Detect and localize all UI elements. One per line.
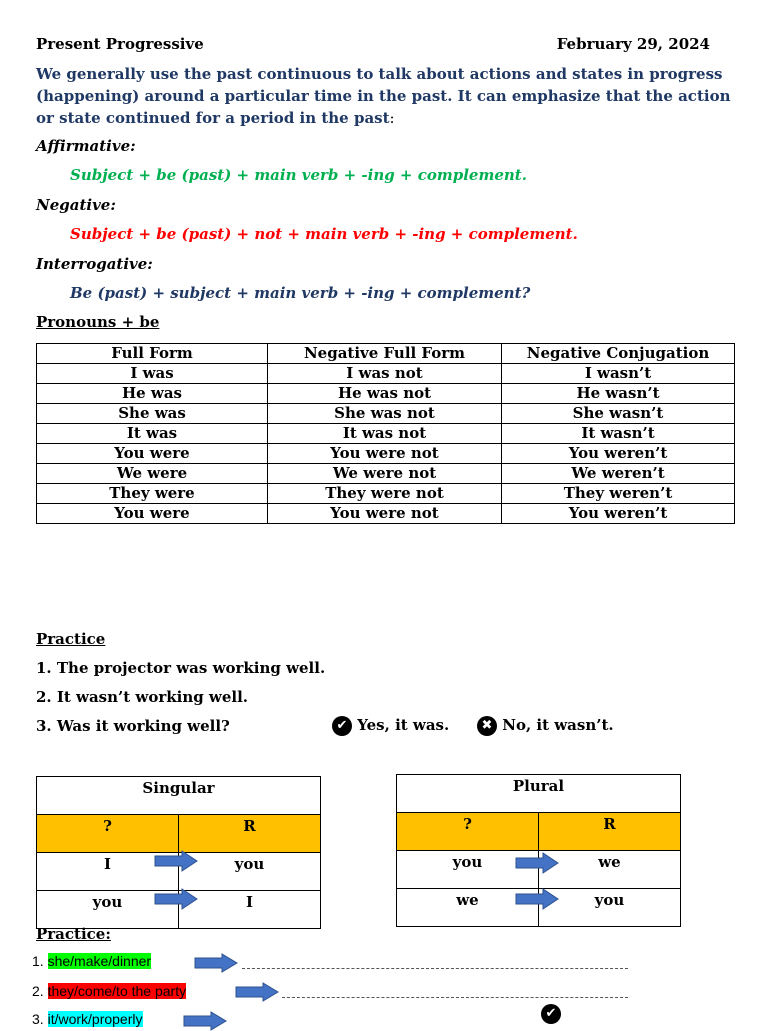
- check-circle-icon: ✔: [332, 716, 352, 736]
- intro-paragraph: [36, 63, 736, 129]
- table-cell: You were: [37, 504, 268, 524]
- table-cell: You were: [37, 444, 268, 464]
- plural-question-cell: we: [397, 889, 539, 927]
- table-cell: They were: [37, 484, 268, 504]
- plural-response-cell: you: [539, 889, 681, 927]
- pronouns-table: [36, 343, 735, 524]
- arrow-right-icon: [154, 850, 198, 872]
- arrow-right-icon: [154, 888, 198, 910]
- singular-title: Singular: [37, 777, 321, 815]
- answer-blank[interactable]: [242, 968, 628, 969]
- table-row: [37, 444, 735, 464]
- table-cell: You were not: [268, 444, 502, 464]
- negative-label: Negative:: [36, 196, 116, 214]
- column-header: Negative Full Form: [268, 344, 502, 364]
- plural-response-cell: we: [539, 851, 681, 889]
- table-cell: I was: [37, 364, 268, 384]
- page-title: Present Progressive: [36, 35, 204, 53]
- practice-heading: Practice: [36, 630, 106, 648]
- table-row: [37, 364, 735, 384]
- table-cell: You weren’t: [502, 504, 735, 524]
- plural-question-cell: you: [397, 851, 539, 889]
- exercise-prompt: it/work/properly: [47, 1011, 143, 1027]
- table-cell: He wasn’t: [502, 384, 735, 404]
- table-cell: We weren’t: [502, 464, 735, 484]
- practice-line-1: 1. The projector was working well.: [36, 659, 326, 677]
- no-answer: [477, 716, 614, 736]
- table-cell: We were not: [268, 464, 502, 484]
- plural-title: Plural: [397, 775, 681, 813]
- table-row: [37, 384, 735, 404]
- pronouns-heading: Pronouns + be: [36, 313, 160, 331]
- practice-line-2: 2. It wasn’t working well.: [36, 688, 249, 706]
- interrogative-formula: Be (past) + subject + main verb + -ing + complement?: [70, 284, 531, 302]
- yes-answer-text: Yes, it was.: [357, 716, 450, 734]
- column-header: Full Form: [37, 344, 268, 364]
- table-cell: He was: [37, 384, 268, 404]
- practice-line-3: 3. Was it working well?: [36, 717, 230, 735]
- plural-response-header: R: [539, 813, 681, 851]
- negative-formula: Subject + be (past) + not + main verb + -ing + complement.: [70, 225, 578, 243]
- table-cell: She wasn’t: [502, 404, 735, 424]
- arrow-right-icon: [515, 888, 559, 910]
- table-row: [37, 404, 735, 424]
- table-cell: It was not: [268, 424, 502, 444]
- exercise-prompt: they/come/to the party: [47, 983, 187, 999]
- table-cell: I wasn’t: [502, 364, 735, 384]
- table-cell: They were not: [268, 484, 502, 504]
- x-circle-icon: ✖: [477, 716, 497, 736]
- singular-question-cell: you: [37, 891, 179, 929]
- intro-colon: :: [389, 109, 395, 127]
- practice2-heading: Practice:: [36, 925, 111, 943]
- exercise-item: [32, 953, 151, 969]
- table-row: [37, 424, 735, 444]
- singular-response-cell: you: [179, 853, 321, 891]
- yes-answer: [332, 716, 449, 736]
- table-cell: She was not: [268, 404, 502, 424]
- table-cell: I was not: [268, 364, 502, 384]
- table-row: [37, 504, 735, 524]
- exercise-number: 2.: [32, 983, 44, 999]
- table-cell: She was: [37, 404, 268, 424]
- table-cell: He was not: [268, 384, 502, 404]
- plural-question-header: ?: [397, 813, 539, 851]
- intro-text: We generally use the past continuous to talk about actions and states in progress (happening) around a particular time in the past. It can emphasize that the action or state continued for a period in the past: [36, 65, 731, 127]
- interrogative-label: Interrogative:: [36, 255, 153, 273]
- table-header-row: [37, 344, 735, 364]
- singular-response-cell: I: [179, 891, 321, 929]
- table-cell: You were not: [268, 504, 502, 524]
- arrow-right-icon: [194, 953, 238, 973]
- table-cell: We were: [37, 464, 268, 484]
- table-row: [37, 484, 735, 504]
- check-circle-icon: ✔: [541, 1004, 561, 1024]
- table-cell: They weren’t: [502, 484, 735, 504]
- arrow-right-icon: [515, 852, 559, 874]
- exercise-item: [32, 1011, 143, 1027]
- exercise-item: [32, 983, 186, 999]
- column-header: Negative Conjugation: [502, 344, 735, 364]
- answer-blank[interactable]: [282, 997, 628, 998]
- affirmative-label: Affirmative:: [36, 137, 136, 155]
- table-cell: It was: [37, 424, 268, 444]
- singular-question-cell: I: [37, 853, 179, 891]
- table-cell: You weren’t: [502, 444, 735, 464]
- table-row: [37, 464, 735, 484]
- arrow-right-icon: [183, 1011, 227, 1031]
- table-cell: It wasn’t: [502, 424, 735, 444]
- exercise-prompt: she/make/dinner: [47, 953, 152, 969]
- exercise-number: 3.: [32, 1011, 44, 1027]
- affirmative-formula: Subject + be (past) + main verb + -ing + complement.: [70, 166, 527, 184]
- exercise-number: 1.: [32, 953, 44, 969]
- no-answer-text: No, it wasn’t.: [502, 716, 614, 734]
- arrow-right-icon: [235, 982, 279, 1002]
- page-date: February 29, 2024: [556, 35, 710, 53]
- singular-response-header: R: [179, 815, 321, 853]
- singular-question-header: ?: [37, 815, 179, 853]
